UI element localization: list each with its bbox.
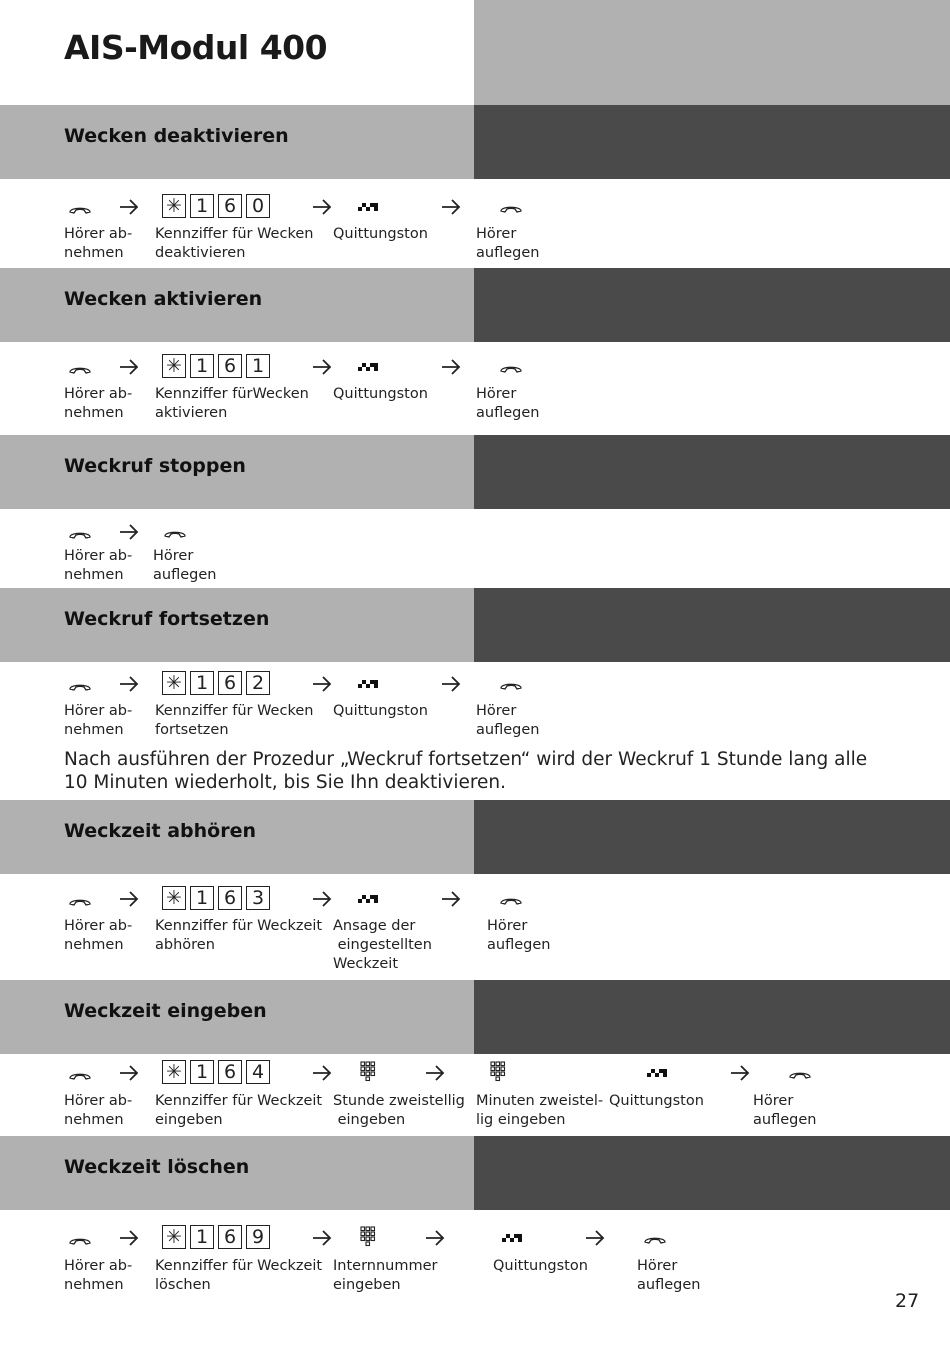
arrow-right-icon (311, 1064, 333, 1082)
arrow-right-icon (440, 358, 462, 376)
caption: Kennziffer für Weckzeit abhören (155, 918, 323, 953)
key-sequence (162, 1060, 270, 1084)
page-number: 27 (895, 1290, 920, 1312)
arrow-right-icon (311, 675, 333, 693)
arrow-right-icon (311, 358, 333, 376)
handset-lift-icon (68, 197, 92, 217)
section-title: Weckzeit abhören (64, 820, 257, 842)
key-star: ✳ (162, 671, 186, 695)
section-header-wecken-aktivieren (0, 268, 950, 342)
caption: Hörer ab- nehmen (64, 1093, 133, 1128)
key-sequence (162, 194, 270, 218)
keypad-icon (360, 1061, 376, 1083)
caption: Hörer auflegen (476, 703, 540, 738)
key-digit: 4 (246, 1060, 270, 1084)
caption: Hörer ab- nehmen (64, 226, 133, 261)
section-title: Weckzeit eingeben (64, 1000, 267, 1022)
handset-lift-icon (68, 1228, 92, 1248)
confirmation-tone-icon (356, 358, 380, 378)
handset-hangup-icon (643, 1227, 667, 1247)
handset-hangup-icon (499, 888, 523, 908)
caption: Quittungston (333, 703, 428, 719)
key-digit: 1 (246, 354, 270, 378)
section-title: Weckruf fortsetzen (64, 608, 270, 630)
caption: Hörer ab- nehmen (64, 548, 133, 583)
key-star: ✳ (162, 194, 186, 218)
key-digit: 1 (190, 671, 214, 695)
handset-hangup-icon (163, 521, 187, 541)
arrow-right-icon (311, 198, 333, 216)
caption: Hörer ab- nehmen (64, 918, 133, 953)
handset-lift-icon (68, 522, 92, 542)
caption: Quittungston (333, 226, 428, 242)
info-note: Nach ausführen der Prozedur „Weckruf fortsetzen“ wird der Weckruf 1 Stunde lang alle 10 Minuten wiederholt, bis Sie Ihn deaktivieren. (64, 749, 868, 793)
confirmation-tone-icon (645, 1064, 669, 1084)
caption: Kennziffer für Wecken fortsetzen (155, 703, 314, 738)
arrow-right-icon (118, 523, 140, 541)
arrow-right-icon (118, 1064, 140, 1082)
caption: Hörer ab- nehmen (64, 1258, 133, 1293)
caption: Ansage der eingestellten Weckzeit (333, 918, 432, 972)
section-header-weckzeit-abhoeren (0, 800, 950, 874)
key-star: ✳ (162, 886, 186, 910)
caption: Hörer ab- nehmen (64, 386, 133, 421)
caption: Minuten zweistel- lig eingeben (476, 1093, 604, 1128)
key-digit: 1 (190, 354, 214, 378)
caption: Hörer ab- nehmen (64, 703, 133, 738)
arrow-right-icon (440, 890, 462, 908)
key-digit: 9 (246, 1225, 270, 1249)
arrow-right-icon (118, 1229, 140, 1247)
key-digit: 3 (246, 886, 270, 910)
arrow-right-icon (440, 675, 462, 693)
keypad-icon (360, 1226, 376, 1248)
arrow-right-icon (118, 890, 140, 908)
arrow-right-icon (424, 1229, 446, 1247)
key-sequence (162, 1225, 270, 1249)
header-gray-block (474, 0, 950, 105)
caption: Kennziffer für Weckzeit eingeben (155, 1093, 323, 1128)
caption: Quittungston (333, 386, 428, 402)
section-header-weckzeit-loeschen (0, 1136, 950, 1210)
key-sequence (162, 671, 270, 695)
caption: Hörer auflegen (753, 1093, 817, 1128)
section-header-weckruf-fortsetzen (0, 588, 950, 662)
key-sequence (162, 886, 270, 910)
section-title: Weckruf stoppen (64, 455, 246, 477)
handset-lift-icon (68, 1063, 92, 1083)
key-digit: 1 (190, 1225, 214, 1249)
section-title: Weckzeit löschen (64, 1156, 250, 1178)
section-header-wecken-deaktivieren (0, 105, 950, 179)
section-title: Wecken aktivieren (64, 288, 263, 310)
arrow-right-icon (311, 890, 333, 908)
arrow-right-icon (311, 1229, 333, 1247)
key-digit: 6 (218, 1225, 242, 1249)
confirmation-tone-icon (500, 1229, 524, 1249)
key-star: ✳ (162, 354, 186, 378)
caption: Quittungston (493, 1258, 588, 1274)
handset-lift-icon (68, 889, 92, 909)
key-star: ✳ (162, 1060, 186, 1084)
arrow-right-icon (118, 358, 140, 376)
caption: Hörer auflegen (476, 386, 540, 421)
caption: Internnummer eingeben (333, 1258, 438, 1293)
arrow-right-icon (440, 198, 462, 216)
handset-hangup-icon (499, 196, 523, 216)
arrow-right-icon (729, 1064, 751, 1082)
arrow-right-icon (584, 1229, 606, 1247)
arrow-right-icon (118, 198, 140, 216)
handset-hangup-icon (788, 1062, 812, 1082)
section-header-weckruf-stoppen (0, 435, 950, 509)
section-header-weckzeit-eingeben (0, 980, 950, 1054)
caption: Quittungston (609, 1093, 704, 1109)
caption: Hörer auflegen (487, 918, 551, 953)
keypad-icon (490, 1061, 506, 1083)
key-digit: 1 (190, 1060, 214, 1084)
key-digit: 2 (246, 671, 270, 695)
caption: Kennziffer für Weckzeit löschen (155, 1258, 323, 1293)
caption: Kennziffer fürWecken aktivieren (155, 386, 309, 421)
caption: Hörer auflegen (476, 226, 540, 261)
arrow-right-icon (424, 1064, 446, 1082)
arrow-right-icon (118, 675, 140, 693)
key-digit: 6 (218, 671, 242, 695)
caption: Hörer auflegen (153, 548, 217, 583)
confirmation-tone-icon (356, 198, 380, 218)
key-sequence (162, 354, 270, 378)
handset-lift-icon (68, 357, 92, 377)
caption: Kennziffer für Wecken deaktivieren (155, 226, 314, 261)
key-digit: 1 (190, 194, 214, 218)
caption: Stunde zweistellig eingeben (333, 1093, 465, 1128)
caption: Hörer auflegen (637, 1258, 701, 1293)
confirmation-tone-icon (356, 890, 380, 910)
handset-lift-icon (68, 674, 92, 694)
key-digit: 6 (218, 886, 242, 910)
key-digit: 1 (190, 886, 214, 910)
key-digit: 6 (218, 1060, 242, 1084)
section-title: Wecken deaktivieren (64, 125, 289, 147)
confirmation-tone-icon (356, 675, 380, 695)
key-digit: 6 (218, 194, 242, 218)
handset-hangup-icon (499, 673, 523, 693)
handset-hangup-icon (499, 356, 523, 376)
page-title: AIS-Modul 400 (64, 28, 328, 67)
key-digit: 6 (218, 354, 242, 378)
key-star: ✳ (162, 1225, 186, 1249)
key-digit: 0 (246, 194, 270, 218)
